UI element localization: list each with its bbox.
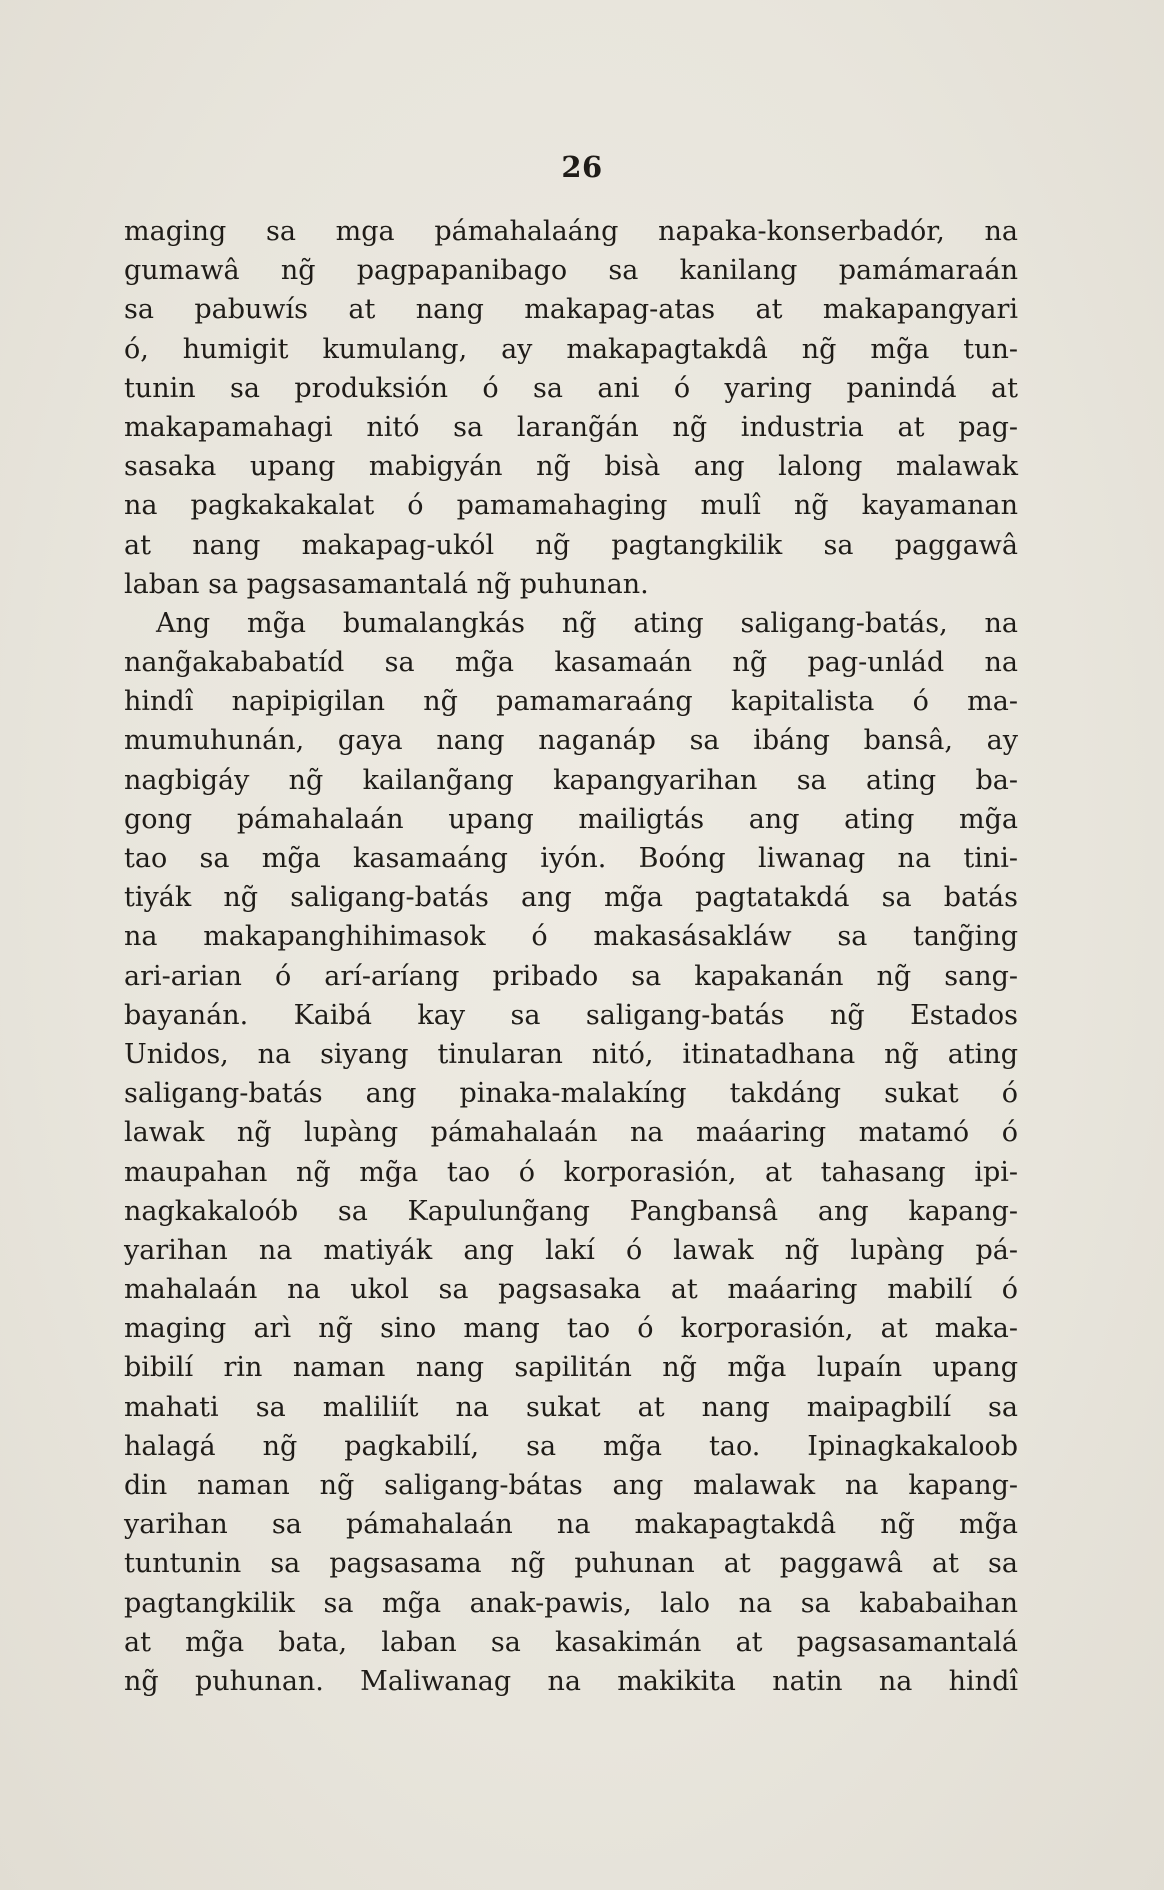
text-line: nang̃akababatíd sa mg̃a kasamaán ng̃ pag-unlád na: [124, 647, 1018, 679]
body-text: [124, 212, 1018, 1701]
text-line: mumuhunán, gaya nang naganáp sa ibáng bansâ, ay: [124, 725, 1018, 757]
text-line: at nang makapag-ukól ng̃ pagtangkilik sa paggawâ: [124, 529, 1018, 561]
text-line: yarihan sa pámahalaán na makapagtakdâ ng̃ mg̃a: [124, 1509, 1018, 1541]
text-line: tao sa mg̃a kasamaáng iyón. Boóng liwanag na tini-: [124, 843, 1018, 874]
text-line: ari-arian ó arí-aríang pribado sa kapakanán ng̃ sang-: [124, 960, 1018, 992]
text-line: gumawâ ng̃ pagpapanibago sa kanilang pamámaraán: [124, 255, 1018, 287]
text-line: tuntunin sa pagsasama ng̃ puhunan at paggawâ at sa: [124, 1548, 1018, 1580]
text-line: ng̃ puhunan. Maliwanag na makikita natin na hindî: [124, 1665, 1018, 1697]
text-line: yarihan na matiyák ang lakí ó lawak ng̃ lupàng pá-: [124, 1234, 1018, 1266]
text-line: mahati sa maliliít na sukat at nang maipagbilí sa: [124, 1391, 1018, 1423]
text-line: halagá ng̃ pagkabilí, sa mg̃a tao. Ipinagkakaloob: [124, 1430, 1018, 1462]
text-line: gong pámahalaán upang mailigtás ang ating mg̃a: [124, 803, 1018, 835]
text-line: Unidos, na siyang tinularan nitó, itinatadhana ng̃ ating: [124, 1038, 1018, 1070]
text-line: Ang mg̃a bumalangkás ng̃ ating saligang-batás, na: [156, 607, 1018, 639]
text-line: hindî napipigilan ng̃ pamamaraáng kapitalista ó ma-: [124, 686, 1018, 718]
text-line: sasaka upang mabigyán ng̃ bisà ang lalong malawak: [124, 451, 1018, 483]
text-line: pagtangkilik sa mg̃a anak-pawis, lalo na sa kababaihan: [124, 1587, 1018, 1619]
text-line: nagkakaloób sa Kapulung̃ang Pangbansâ ang kapang-: [124, 1195, 1018, 1227]
text-line: lawak ng̃ lupàng pámahalaán na maáaring matamó ó: [124, 1117, 1018, 1149]
text-line: na pagkakakalat ó pamamahaging mulî ng̃ kayamanan: [124, 490, 1018, 522]
text-line: din naman ng̃ saligang-bátas ang malawak na kapang-: [124, 1470, 1018, 1501]
text-line: mahalaán na ukol sa pagsasaka at maáaring mabilí ó: [124, 1274, 1018, 1306]
text-line: na makapanghihimasok ó makasásakláw sa tang̃ing: [124, 921, 1018, 953]
text-line: maging sa mga pámahalaáng napaka-konserbadór, na: [124, 216, 1018, 247]
text-line: tunin sa produksión ó sa ani ó yaring panindá at: [124, 372, 1018, 404]
text-line: maupahan ng̃ mg̃a tao ó korporasión, at tahasang ipi-: [124, 1156, 1018, 1188]
text-line: at mg̃a bata, laban sa kasakimán at pagsasamantalá: [124, 1626, 1018, 1658]
text-line: maging arì ng̃ sino mang tao ó korporasión, at maka-: [124, 1313, 1018, 1345]
text-line: bayanán. Kaibá kay sa saligang-batás ng̃ Estados: [124, 999, 1018, 1031]
paragraph-1: [124, 212, 1018, 604]
page-number: 26: [561, 150, 603, 184]
text-line: makapamahagi nitó sa larang̃án ng̃ industria at pag-: [124, 411, 1018, 443]
paragraph-2: [124, 604, 1018, 1701]
text-line: bibilí rin naman nang sapilitán ng̃ mg̃a lupaín upang: [124, 1352, 1018, 1384]
text-line: tiyák ng̃ saligang-batás ang mg̃a pagtatakdá sa batás: [124, 882, 1018, 914]
text-line: sa pabuwís at nang makapag-atas at makapangyari: [124, 294, 1018, 326]
text-line: laban sa pagsasamantalá ng̃ puhunan.: [124, 568, 649, 600]
text-line: nagbigáy ng̃ kailang̃ang kapangyarihan sa ating ba-: [124, 764, 1018, 796]
text-line: ó, humigit kumulang, ay makapagtakdâ ng̃ mg̃a tun-: [124, 333, 1018, 365]
text-line: saligang-batás ang pinaka-malakíng takdáng sukat ó: [124, 1078, 1018, 1110]
